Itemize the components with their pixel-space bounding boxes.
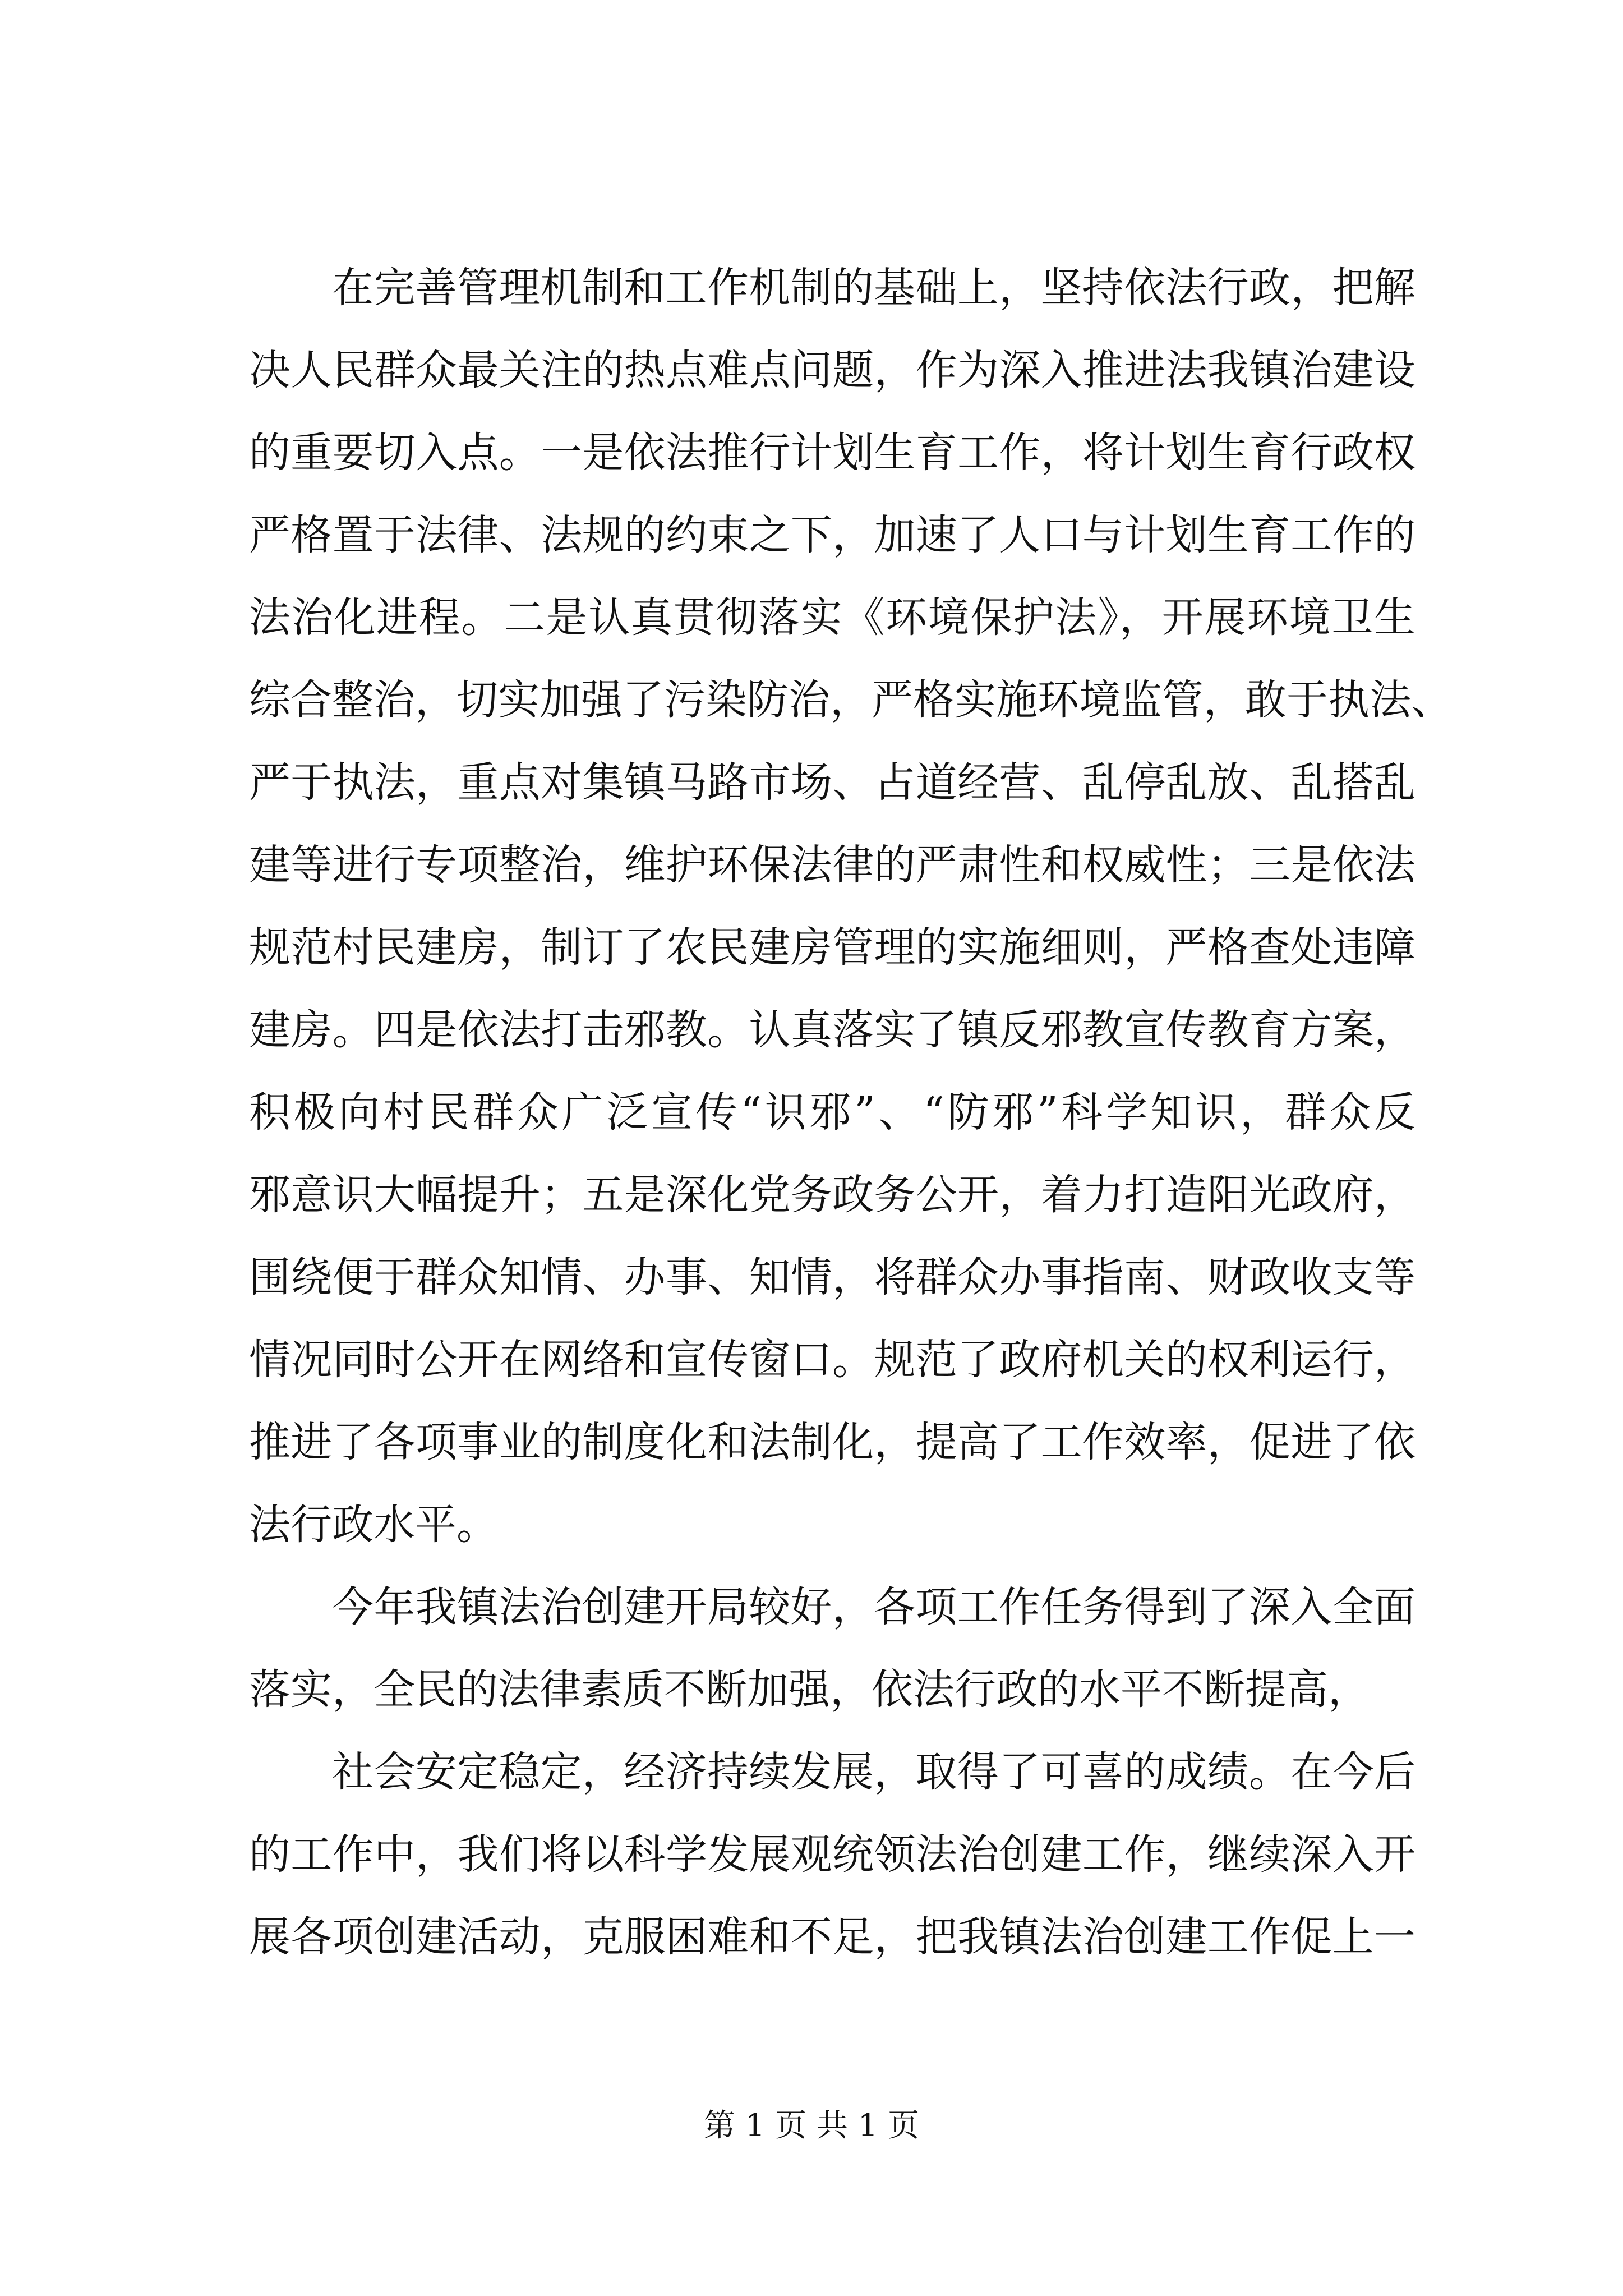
paragraph-line: 推进了各项事业的制度化和法制化，提高了工作效率，促进了依	[249, 1418, 1415, 1466]
paragraph-line: 严格置于法律、法规的约束之下，加速了人口与计划生育工作的	[249, 511, 1415, 559]
page-number-footer: 第 1 页 共 1 页	[703, 2108, 920, 2144]
paragraph-line: 社会安定稳定，经济持续发展，取得了可喜的成绩。在今后	[332, 1748, 1415, 1796]
paragraph-line: 情况同时公开在网络和宣传窗口。规范了政府机关的权利运行，	[249, 1336, 1415, 1384]
paragraph-line: 邪意识大幅提升；五是深化党务政务公开，着力打造阳光政府，	[249, 1171, 1415, 1219]
paragraph-line: 规范村民建房，制订了农民建房管理的实施细则，严格查处违障	[249, 923, 1415, 972]
paragraph-line: 法行政水平。	[249, 1501, 498, 1549]
paragraph-line: 今年我镇法治创建开局较好，各项工作任务得到了深入全面	[332, 1583, 1415, 1631]
paragraph-line: 法治化进程。二是认真贯彻落实《环境保护法》，开展环境卫生	[249, 593, 1415, 642]
paragraph-line: 综合整治，切实加强了污染防治，严格实施环境监管，敢于执法、	[249, 676, 1453, 724]
paragraph-line: 展各项创建活动，克服困难和不足，把我镇法治创建工作促上一	[249, 1913, 1415, 1961]
paragraph-line: 的重要切入点。一是依法推行计划生育工作，将计划生育行政权	[249, 429, 1415, 477]
paragraph-line: 落实，全民的法律素质不断加强，依法行政的水平不断提高，	[249, 1665, 1370, 1714]
paragraph-line: 建房。四是依法打击邪教。认真落实了镇反邪教宣传教育方案，	[249, 1006, 1415, 1054]
paragraph-line: 的工作中，我们将以科学发展观统领法治创建工作，继续深入开	[249, 1830, 1415, 1879]
paragraph-line: 围绕便于群众知情、办事、知情，将群众办事指南、财政收支等	[249, 1253, 1415, 1301]
paragraph-line: 在完善管理机制和工作机制的基础上，坚持依法行政，把解	[332, 264, 1415, 312]
paragraph-line: 严于执法，重点对集镇马路市场、占道经营、乱停乱放、乱搭乱	[249, 758, 1415, 807]
paragraph-line: 积极向村民群众广泛宣传“识邪”、“防邪”科学知识，群众反	[249, 1088, 1415, 1137]
document-body	[249, 247, 1453, 1978]
paragraph-line: 决人民群众最关注的热点难点问题，作为深入推进法我镇治建设	[249, 346, 1415, 394]
paragraph-line: 建等进行专项整治，维护环保法律的严肃性和权威性；三是依法	[249, 841, 1415, 889]
